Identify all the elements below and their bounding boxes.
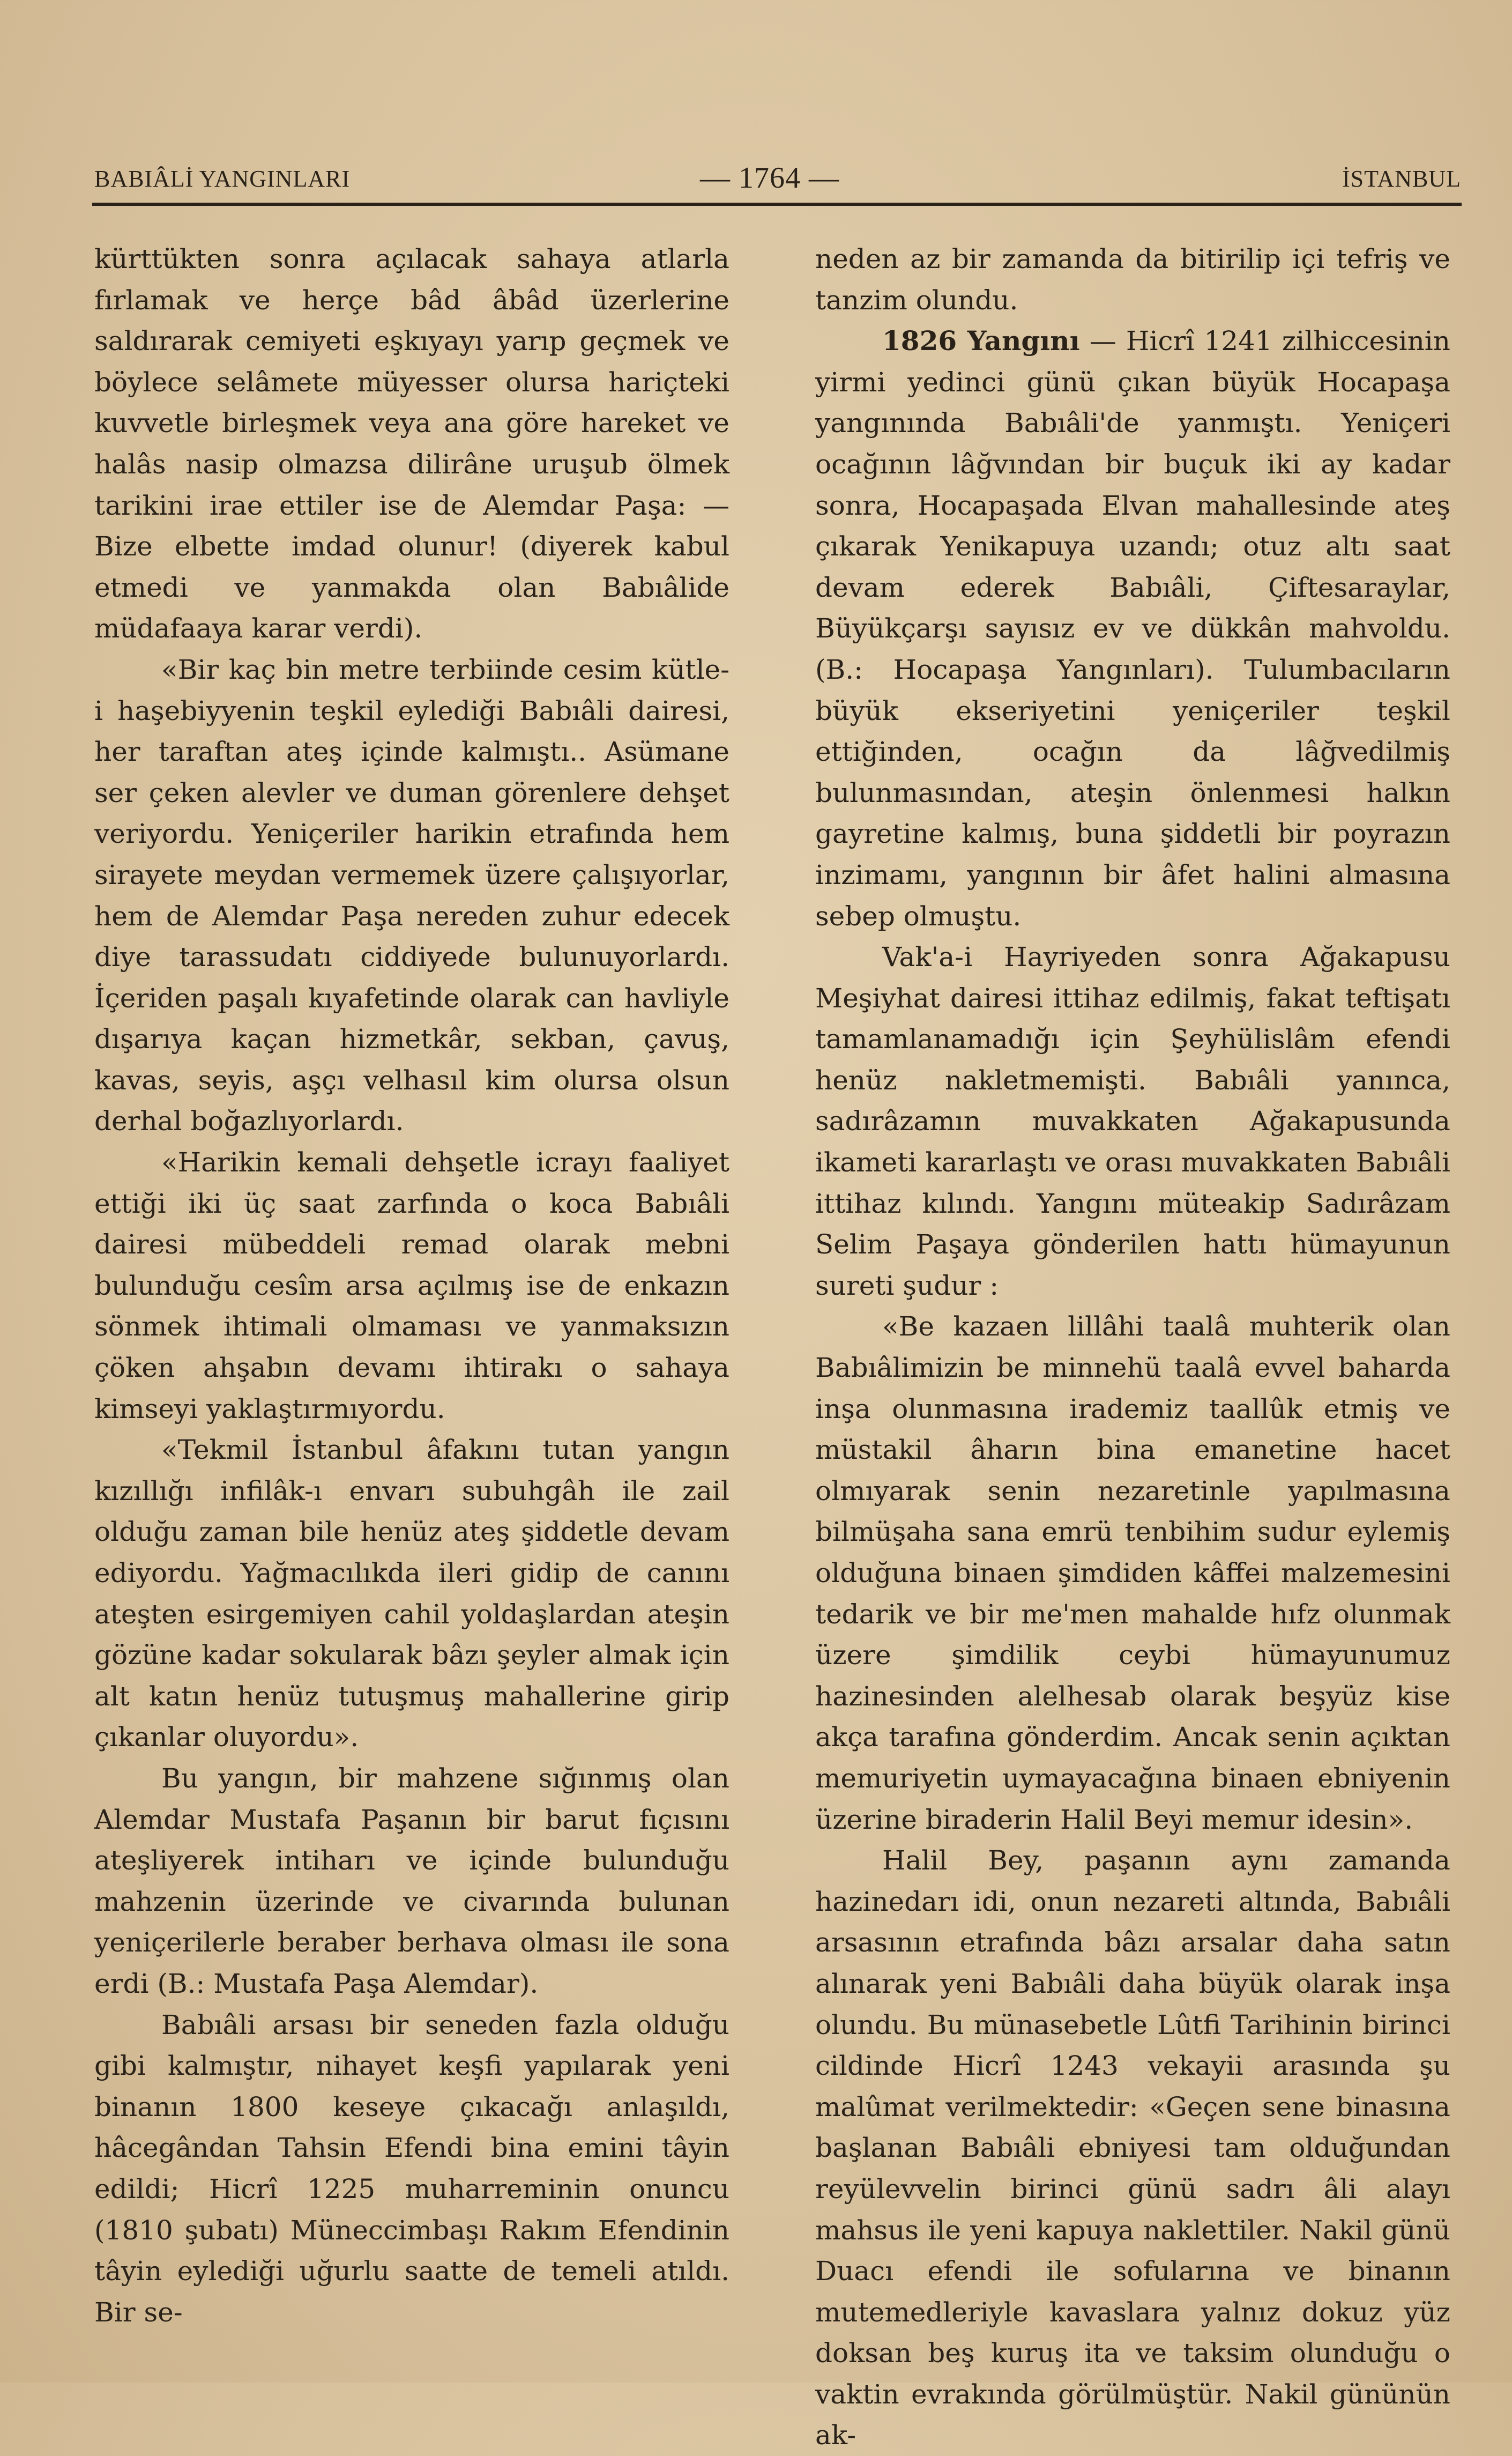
running-title: BABIÂLİ YANGINLARI xyxy=(94,166,351,192)
section-title: İSTANBUL xyxy=(1342,166,1461,192)
paragraph-text: — Hicrî 1241 zilhiccesinin yirmi yedinci günü çıkan büyük Hocapaşa yangınında Babıâli'de yanmıştı. Yeniçeri ocağının lâğvından bir buçuk iki ay kadar sonra, Hocapaşada Elvan mahallesinde ateş çıkarak Yenikapuya uzandı; otuz altı saat devam ederek Babıâli, Çiftesaraylar, Büyükçarşı sayısız ev ve dükkân mahvoldu. (B.: Hocapaşa Yangınları). Tulumbacıların büyük ekseriyetini yeniçeriler teşkil ettiğinden, ocağın da lâğvedilmiş bulunmasından, ateşin önlenmesi halkın gayretine kalmış, buna şiddetli bir poyrazın inzimamı, yangının bir âfet halini almasına sebep olmuştu. xyxy=(815,325,1450,932)
page-number: — 1764 — xyxy=(700,161,839,195)
paragraph: «Harikin kemali dehşetle icrayı faaliyet ettiği iki üç saat zarfında o koca Babıâli dairesi mübeddeli remad olarak mebni bulunduğu cesîm arsa açılmış ise de enkazın sönmek ihtimali olmaması ve yanmaksızın çöken ahşabın devamı ihtirakı o sahaya kimseyi yaklaştırmıyordu. xyxy=(94,1147,729,1424)
paragraph: Vak'a-i Hayriyeden sonra Ağakapusu Meşiyhat dairesi ittihaz edilmiş, fakat teftişatı tamamlanamadığı için Şeyhülislâm efendi henüz nakletmemişti. Babıâli yanınca, sadırâzamın muvakkaten Ağakapusunda ikameti kararlaştı ve orası muvakkaten Babıâli ittihaz kılındı. Yangını müteakip Sadırâzam Selim Paşaya gönderilen hattı hümayunun sureti şudur : xyxy=(815,941,1450,1301)
section-heading: 1826 Yangını xyxy=(882,325,1080,357)
paragraph: «Be kazaen lillâhi taalâ muhterik olan Babıâlimizin be minnehü taalâ evvel baharda inşa olunmasına irademiz taallûk etmiş ve müstakil âharın bina emanetine hacet olmıyarak senin nezaretinle yapılmasına bilmüşaha sana emrü tenbihim sudur eylemiş olduğuna binaen şimdiden kâffei malzemesini tedarik ve bir me'men mahalde hıfz olunmak üzere şimdilik ceybi hümayunumuz hazinesinden alelhesab olarak beşyüz kise akça tarafına gönderdim. Ancak senin açıktan memuriyetin uymayacağına binaen ebniyenin üzerine biraderin Halil Beyi memur idesin». xyxy=(815,1311,1450,1835)
paragraph: «Tekmil İstanbul âfakını tutan yangın kızıllığı infilâk-ı envarı subuhgâh ile zail olduğu zaman bile henüz ateş şiddetle devam ediyordu. Yağmacılıkda ileri gidip de canını ateşten esirgemiyen cahil yoldaşlardan ateşin gözüne kadar sokularak bâzı şeyler almak için alt katın henüz tutuşmuş mahallerine girip çıkanlar oluyordu». xyxy=(94,1434,729,1753)
paragraph: kürttükten sonra açılacak sahaya atlarla fırlamak ve herçe bâd âbâd üzerlerine saldırarak cemiyeti eşkıyayı yarıp geçmek ve böylece selâmete müyesser olursa hariçteki kuvvetle birleşmek veya ana göre hareket ve halâs nasip olmazsa dilirâne uruşub ölmek tarikini irae ettiler ise de Alemdar Paşa: — Bize elbette imdad olunur! (diyerek kabul etmedi ve yanmakda olan Babıâlide müdafaaya karar verdi). xyxy=(94,243,729,644)
paragraph: Babıâli arsası bir seneden fazla olduğu gibi kalmıştır, nihayet keşfi yapılarak yeni binanın 1800 keseye çıkacağı anlaşıldı, hâcegândan Tahsin Efendi bina emini tâyin edildi; Hicrî 1225 muharreminin onuncu (1810 şubatı) Müneccimbaşı Rakım Efendinin tâyin eylediği uğurlu saatte de temeli atıldı. Bir se- xyxy=(94,2009,729,2328)
paragraph: «Bir kaç bin metre terbiinde cesim kütle-i haşebiyyenin teşkil eylediği Babıâli dairesi, her taraftan ateş içinde kalmıştı.. Asümane ser çeken alevler ve duman görenlere dehşet veriyordu. Yeniçeriler harikin etrafında hem sirayete meydan vermemek üzere çalışıyorlar, hem de Alemdar Paşa nereden zuhur edecek diye tarassudatı ciddiyede bulunuyorlardı. İçeriden paşalı kıyafetinde olarak can havliyle dışarıya kaçan hizmetkâr, sekban, çavuş, kavas, seyis, aşçı velhasıl kim olursa olsun derhal boğazlıyorlardı. xyxy=(94,654,729,1137)
header-rule xyxy=(92,203,1462,206)
paragraph xyxy=(815,321,1450,937)
page-header xyxy=(94,161,1461,197)
paragraph: neden az bir zamanda da bitirilip içi tefriş ve tanzim olundu. xyxy=(815,243,1450,316)
right-column xyxy=(815,239,1450,2456)
left-column xyxy=(94,239,729,2333)
paragraph: Halil Bey, paşanın aynı zamanda hazinedarı idi, onun nezareti altında, Babıâli arsasının etrafında bâzı arsalar daha satın alınarak yeni Babıâli daha büyük olarak inşa olundu. Bu münasebetle Lûtfi Tarihinin birinci cildinde Hicrî 1243 vekayii arasında şu malûmat verilmektedir: «Geçen sene binasına başlanan Babıâli ebniyesi tam olduğundan reyülevvelin birinci günü sadrı âli alayı mahsus ile yeni kapuya naklettiler. Nakil günü Duacı efendi ile sofularına ve binanın mutemedleriyle kavaslara yalnız dokuz yüz doksan beş kuruş ita ve taksim olunduğu o vaktin evrakında görülmüştür. Nakil gününün ak- xyxy=(815,1845,1450,2451)
paragraph: Bu yangın, bir mahzene sığınmış olan Alemdar Mustafa Paşanın bir barut fıçısını ateşliyerek intiharı ve içinde bulunduğu mahzenin üzerinde ve civarında bulunan yeniçerilerle beraber berhava olması ile sona erdi (B.: Mustafa Paşa Alemdar). xyxy=(94,1762,729,1999)
